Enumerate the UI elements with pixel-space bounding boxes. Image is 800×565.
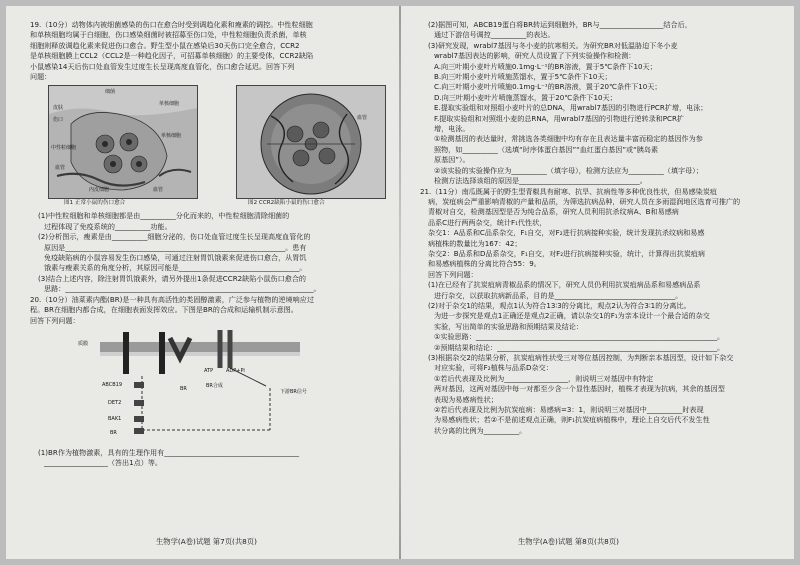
q20-line: 20.（10分）油菜素内酯(BR)是一种具有高活性的类固醇激素，广泛参与植物的逆境响应过 bbox=[30, 294, 314, 304]
q20-cont-line: C.向三叶期小麦叶片喷施0.1mg·L⁻¹的BR溶液，置于20℃条件下10天； bbox=[434, 82, 662, 92]
q20-cont-line: (2)据图可知，ABCB19蛋白将BR转运到细胞外，BR与__________________结合后， bbox=[428, 20, 692, 29]
question-21 bbox=[420, 187, 776, 437]
q19-sub-line: 饿素与瘦素关系的角度分析，其原因可能是__________________________________。 bbox=[44, 263, 307, 273]
q20-sub-line: __________________（答出1点）等。 bbox=[44, 458, 163, 468]
q21-line: 回答下列问题： bbox=[428, 269, 478, 279]
q19-sub-line: 免疫缺陷病的小鼠容易发生伤口感染，可通过注射胃饥饿素来促进伤口愈合，从胃饥 bbox=[44, 253, 307, 263]
q20-cont-line: 通过下游信号调控__________的表达。 bbox=[434, 30, 555, 40]
q19-line: 19.（10分）动物体内被细菌感染的伤口在愈合时受到调趋化素和瘦素的调控。中性粒细胞 bbox=[30, 20, 313, 29]
q19-line: 小鼠感染14天后伤口处血管发生过度生长呈现高度血管化，伤口愈合延迟。回答下列 bbox=[30, 61, 295, 71]
label-downstream-signal: 下游BR信号 bbox=[280, 388, 307, 395]
q21-line: 实验，写出简单的实验思路和预期结果及结论： bbox=[434, 321, 583, 331]
label-bacteria: 细菌 bbox=[105, 89, 116, 96]
q21-line: ①若后代表现及比例为__________________，则说明三对基因中有特定 bbox=[434, 373, 654, 383]
label-monocyte-2: 单核细胞 bbox=[161, 133, 182, 140]
page-footer-right: 生物学(A卷)试题 第8页(共8页) bbox=[518, 537, 619, 546]
q21-line: 对应实验，可将F₂植株与品系D杂交： bbox=[434, 363, 553, 373]
figure-2-ccr2-deficient bbox=[236, 85, 386, 199]
q21-line: (3)根据杂交2的结果分析，抗炭疽病性状受三对等位基因控制，为判断亲本基因型，设计如下杂交 bbox=[428, 353, 734, 362]
exam-spread bbox=[6, 6, 794, 559]
label-vessel-fig2: 血管 bbox=[357, 115, 368, 122]
label-det2: DET2 bbox=[108, 399, 122, 406]
q21-line: 和易感病植株的分离比符合55：9。 bbox=[428, 259, 541, 269]
q20-cont-line: 检测方法选择该组的原因是__________________________________。 bbox=[434, 176, 647, 186]
figure-2-caption: 图2 CCR2缺陷小鼠的伤口愈合 bbox=[248, 200, 325, 207]
q21-line: 杂交1：A品系和C品系杂交，F₁自交，对F₂进行抗病接种实验，统计发现抗杀纹病和易感 bbox=[428, 228, 705, 238]
q20-line: 程。BR在细胞内都合成，在细胞表面发挥效应。下图是BR的合成和运输机制示意图。 bbox=[30, 305, 298, 315]
q20-cont-line: A.向三叶期小麦叶片喷施0.1mg·L⁻¹的BR溶液，置于5℃条件下10天； bbox=[434, 61, 657, 71]
wound-healing-figure bbox=[30, 85, 388, 209]
q19-sub-line: (3)结合上述内容，除注射胃饥饿素外，请另外提出1条促进CCR2缺陷小鼠伤口愈合的 bbox=[38, 273, 307, 283]
q20-cont-line: ②该实验的实验操作应为__________（填字母），检测方法应为__________（填字母）； bbox=[434, 165, 703, 175]
label-abcb19: ABCB19 bbox=[102, 381, 123, 388]
q21-line: 为易感病性状；若②不是前述观点正确，则F₁抗炭疽病植株中，理论上自交后代不发生性 bbox=[434, 415, 710, 425]
label-br-synthesis: BR合成 bbox=[206, 382, 223, 389]
q20-cont-line: (3)研究发现，wrabl7基因与冬小麦的抗寒相关。为研究BR对低温胁迫下冬小麦 bbox=[428, 40, 678, 50]
q19-line: 和单核细胞均属于白细胞，伤口感染细菌时被招募至伤口处，中性粒细胞负责杀菌，单核 bbox=[30, 30, 307, 40]
page-footer-left: 生物学(A卷)试题 第7页(共8页) bbox=[156, 537, 257, 546]
q19-sub-line: 过程体现了免疫系统的__________功能。 bbox=[44, 221, 172, 231]
label-vessel: 血管 bbox=[153, 187, 164, 194]
label-vessel-2: 血管 bbox=[55, 165, 66, 172]
q19-line: 细胞则释放调趋化素来促进伤口愈合。野生型小鼠在感染后30天伤口完全愈合，CCR2 bbox=[30, 40, 300, 50]
q20-cont-line: E.提取实验组和对照组小麦叶片的总DNA，用wrabl7基因的引物进行PCR扩增，电泳； bbox=[434, 103, 708, 113]
label-skin: 皮肤 bbox=[53, 105, 64, 112]
q21-line: 病植株的数量比为167：42； bbox=[428, 238, 522, 248]
q19-line: 是单核细胞膜上CCL2（CCL2是一种趋化因子，可招募单核细胞）的主要受体，CCR2缺陷 bbox=[30, 51, 314, 61]
label-plasma-membrane: 质膜 bbox=[78, 340, 89, 347]
figure-2-illustration bbox=[237, 86, 385, 198]
figure-1-normal-healing bbox=[48, 85, 198, 199]
q19-sub-line: 思路：______________________________________________________________________。 bbox=[44, 284, 321, 294]
q21-line: 状分离的比例为__________。 bbox=[434, 425, 527, 435]
q19-sub-line: 原因是______________________________________________________________。患有 bbox=[44, 242, 307, 252]
page-right bbox=[400, 6, 794, 559]
q21-line: 进行杂交，以获取抗病新品系，目的是__________________________________。 bbox=[434, 290, 683, 300]
q21-line: (1)在已经有了抗炭疽病青椒品系的情况下，研究人员仍利用抗炭疽病品系和易感病品系 bbox=[428, 280, 701, 290]
q20-cont-line: 原基因”）。 bbox=[434, 155, 470, 165]
q21-line: (2)对于杂交1的结果，观点1认为符合13∶3的分离比，观点2认为符合3∶1的分离比。 bbox=[428, 300, 691, 310]
question-20-continued bbox=[420, 20, 776, 187]
label-endothelial: 内皮细胞 bbox=[89, 187, 110, 194]
q21-line: 病，炭疽病会严重影响青椒的产量和品质，为筛选抗病品种，研究人员在多雨湿润地区选育可推广的 bbox=[428, 196, 741, 206]
br-transport-diagram bbox=[30, 328, 388, 446]
q21-line: 表现为易感病性状； bbox=[434, 394, 498, 404]
q20-cont-line: B.向三叶期小麦叶片喷施蒸馏水，置于5℃条件下10天； bbox=[434, 72, 612, 82]
q21-line: 21.（11分）南瓜既属于的野生型青椒具有耐寒、抗旱、抗病性等多种优良性状，但易感染炭疽 bbox=[420, 186, 717, 196]
q21-line: ①实验思路：____________________________________________________________________。 bbox=[434, 332, 725, 342]
q19-sub-line: (2)分析图示，瘦素是由__________细胞分泌的，伤口处血管过度生长呈现高度血管化的 bbox=[38, 232, 311, 242]
label-br: BR bbox=[180, 385, 187, 392]
label-wound: 伤口 bbox=[53, 117, 64, 124]
q20-cont-line: ①检测基因的表达量时，常挑选各类细胞中均有存在且表达量丰富而稳定的基因作为参 bbox=[434, 134, 703, 144]
q19-sub-line: (1)中性粒细胞和单核细胞都是由__________分化而来的，中性粒细胞清除细菌的 bbox=[38, 211, 290, 221]
q20-line: 回答下列问题： bbox=[30, 315, 80, 325]
q21-line: 两对基因，这两对基因中每一对都至少含一个显性基因时，植株才表现为抗病，其余的基因型 bbox=[434, 384, 725, 394]
q20-cont-line: 增，电泳。 bbox=[434, 124, 470, 134]
q21-line: ②预期结果和结论：______________________________________________________________。 bbox=[434, 342, 725, 352]
label-atp: ATP bbox=[204, 367, 214, 374]
q20-cont-line: 照物，如__________（选填“时序体蛋白基因”“血红蛋白基因”或“胰岛素 bbox=[434, 144, 659, 154]
q21-line: ②若后代表现及比例为抗炭疽病：易感病=3：1，则说明三对基因中__________时表现 bbox=[434, 405, 704, 415]
q20-cont-line: wrabl7基因表达的影响，研究人员设置了下列实验操作和检测： bbox=[434, 51, 636, 61]
label-bak1: BAK1 bbox=[108, 415, 122, 422]
q21-line: 杂交2：B品系和D品系杂交，F₁自交，对F₂进行抗病接种实验，统计，计算得出抗炭疽病 bbox=[428, 248, 705, 258]
label-monocyte: 单核细胞 bbox=[159, 101, 180, 108]
question-19 bbox=[30, 20, 388, 295]
label-br-2: BR bbox=[110, 429, 117, 436]
label-adp-pi: ADP+Pi bbox=[226, 367, 245, 374]
q20-cont-line: F.提取实验组和对照组小麦的总RNA，用wrabl7基因的引物进行逆转录和PCR扩 bbox=[434, 113, 685, 123]
label-neutrophil: 中性粒细胞 bbox=[51, 145, 77, 152]
page-left bbox=[6, 6, 400, 559]
figure-1-caption: 图1 正常小鼠的伤口愈合 bbox=[64, 200, 126, 207]
q21-line: 青椒对自交，检测基因型是否为纯合品系，研究人员利用抗杀纹病A、B和易感病 bbox=[428, 207, 679, 217]
q20-sub-line: (1)BR作为植物激素，具有的生理作用有______________________________________ bbox=[38, 447, 300, 457]
q20-cont-line: D.向三叶期小麦叶片喷施蒸馏水，置于20℃条件下10天； bbox=[434, 92, 617, 102]
question-20 bbox=[30, 295, 388, 469]
q21-line: 品系C进行两两杂交，统计F₁代性状， bbox=[428, 217, 547, 227]
q21-line: 为进一步探究是观点1正确还是观点2正确，请以杂交1的F₁为亲本设计一个最合适的杂交 bbox=[434, 311, 710, 321]
q19-line: 问题： bbox=[30, 72, 52, 82]
